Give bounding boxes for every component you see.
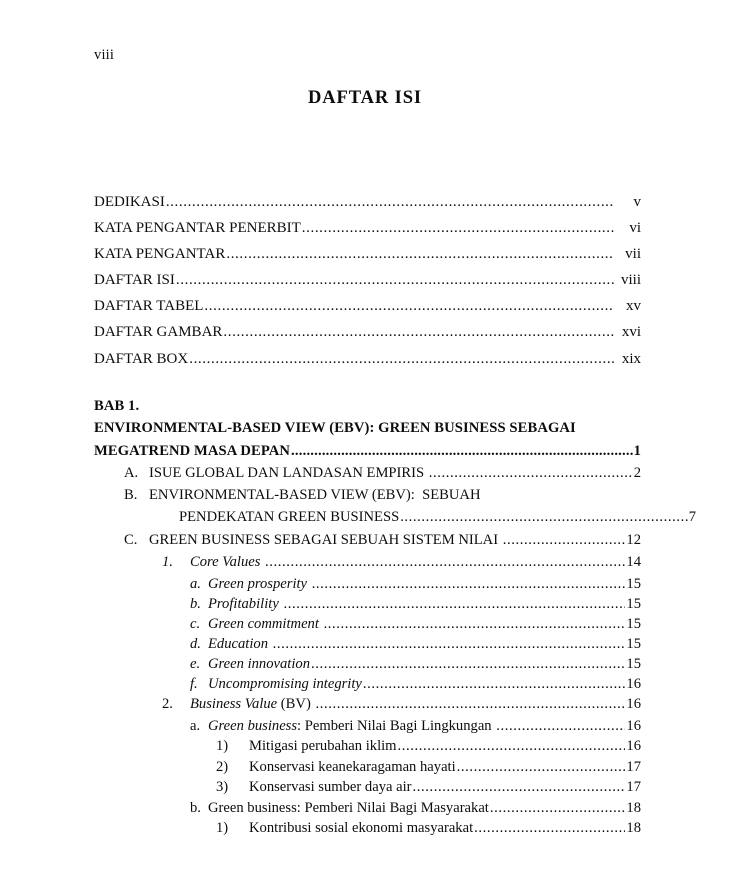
item-page: 16 xyxy=(626,676,641,693)
toc-entry-label: DAFTAR TABEL xyxy=(94,298,204,315)
toc-entry-page: vi xyxy=(629,220,641,237)
chapter-toc-block xyxy=(94,398,696,840)
toc-entry-page: xvi xyxy=(621,324,641,341)
chapter-title-line-2-row xyxy=(94,443,641,465)
item-label: Green commitment xyxy=(208,616,323,633)
toc-entry-page: viii xyxy=(620,272,641,289)
core-values-item-green-commitment[interactable] xyxy=(190,616,641,636)
core-values-item-education[interactable] xyxy=(190,636,641,656)
leader-dots xyxy=(457,759,626,776)
leader-dots xyxy=(273,636,626,653)
item-marker: a. xyxy=(190,575,201,592)
item-label-roman: : Pemberi Nilai Bagi Lingkungan xyxy=(297,718,496,735)
toc-entry-page: xix xyxy=(621,350,641,367)
item-page: 18 xyxy=(626,799,641,816)
leader-dots xyxy=(413,779,626,796)
section-label: GREEN BUSINESS SEBAGAI SEBUAH SISTEM NILAI xyxy=(149,531,502,548)
toc-entry-daftar-isi[interactable] xyxy=(94,272,641,298)
subsection-item-business-value[interactable] xyxy=(162,696,641,718)
leader-dots xyxy=(302,220,614,237)
section-marker: A. xyxy=(124,464,139,481)
chapter-heading[interactable] xyxy=(94,398,641,465)
section-item-c[interactable] xyxy=(124,532,641,554)
leader-dots xyxy=(312,576,626,593)
subsection-core-values xyxy=(94,554,641,576)
section-marker: C. xyxy=(124,531,138,548)
leader-dots xyxy=(400,509,688,526)
section-page: 12 xyxy=(626,531,641,548)
item-label: Green prosperity xyxy=(208,575,311,592)
item-marker: d. xyxy=(190,636,201,653)
page-title: DAFTAR ISI xyxy=(307,88,423,108)
item-label-italic: Green business xyxy=(208,718,298,735)
core-values-item-green-innovation[interactable] xyxy=(190,656,641,676)
sub-item-kontribusi-sosial-ekonomi-masyarakat[interactable] xyxy=(216,820,641,840)
item-label: Education xyxy=(208,636,272,653)
leader-dots xyxy=(291,443,633,460)
chapter-page: 1 xyxy=(633,442,641,459)
item-marker: f. xyxy=(190,676,198,693)
leader-dots xyxy=(283,596,625,613)
item-label: Green innovation xyxy=(208,656,310,673)
leader-dots xyxy=(176,272,614,289)
section-level-a-list xyxy=(94,464,696,554)
leader-dots xyxy=(398,738,626,755)
leader-dots xyxy=(204,298,614,315)
sub-item-marker: 3) xyxy=(216,779,229,796)
core-values-item-uncompromising-integrity[interactable] xyxy=(190,676,641,696)
section-item-b-line-2 xyxy=(124,509,696,531)
section-page: 2 xyxy=(633,464,641,481)
toc-entry-page: vii xyxy=(625,246,641,263)
toc-entry-label: DAFTAR ISI xyxy=(94,272,175,289)
toc-entry-dedikasi[interactable] xyxy=(94,194,641,220)
leader-dots xyxy=(166,194,614,211)
page-folio-number: viii xyxy=(94,47,115,63)
section-marker: B. xyxy=(124,487,138,504)
leader-dots xyxy=(265,554,625,571)
sub-item-page: 17 xyxy=(626,779,641,796)
section-label-line-2: PENDEKATAN GREEN BUSINESS xyxy=(179,509,400,526)
subsection-label-italic: Business Value xyxy=(190,696,278,713)
front-matter-list xyxy=(94,194,641,377)
subsection-item-core-values[interactable] xyxy=(162,554,641,576)
leader-dots xyxy=(363,676,626,693)
chapter-title-line-1: ENVIRONMENTAL-BASED VIEW (EBV): GREEN BUSINESS SEBAGAI xyxy=(94,420,576,437)
item-marker: b. xyxy=(190,595,201,612)
leader-dots xyxy=(315,696,625,713)
section-page: 7 xyxy=(688,509,696,526)
chapter-number: BAB 1. xyxy=(94,398,140,414)
sub-item-page: 17 xyxy=(626,758,641,775)
sub-item-label: Konservasi sumber daya air xyxy=(249,779,412,796)
leader-dots xyxy=(496,718,625,735)
item-page: 15 xyxy=(626,636,641,653)
item-marker: a. xyxy=(190,718,201,735)
toc-entry-kata-pengantar[interactable] xyxy=(94,246,641,272)
leader-dots xyxy=(223,324,614,341)
subsection-label: Core Values xyxy=(190,554,265,571)
item-page: 15 xyxy=(626,656,641,673)
item-page: 15 xyxy=(626,575,641,592)
subsection-label-roman: (BV) xyxy=(277,696,315,713)
core-values-item-list xyxy=(94,576,641,697)
toc-entry-daftar-box[interactable] xyxy=(94,351,641,377)
sub-item-marker: 1) xyxy=(216,738,229,755)
chapter-title-line-2: MEGATREND MASA DEPAN xyxy=(94,442,291,459)
toc-entry-page: xv xyxy=(626,298,641,315)
item-label: Uncompromising integrity xyxy=(208,676,362,693)
section-item-b[interactable] xyxy=(124,487,696,532)
toc-entry-label: DAFTAR GAMBAR xyxy=(94,324,223,341)
subsection-marker: 1. xyxy=(162,554,173,571)
subsection-page: 16 xyxy=(626,696,641,713)
sub-item-mitigasi-perubahan-iklim[interactable] xyxy=(216,738,641,758)
item-label: Green business: Pemberi Nilai Bagi Masyarakat xyxy=(208,799,489,816)
section-item-a[interactable] xyxy=(124,465,641,487)
business-value-sub-a xyxy=(94,718,641,738)
subsection-page: 14 xyxy=(626,554,641,571)
section-label: ISUE GLOBAL DAN LANDASAN EMPIRIS xyxy=(149,464,428,481)
leader-dots xyxy=(324,616,626,633)
subsection-business-value xyxy=(94,696,641,718)
toc-entry-label: KATA PENGANTAR PENERBIT xyxy=(94,220,301,237)
business-value-item-masyarakat[interactable] xyxy=(190,800,641,820)
toc-entry-label: DAFTAR BOX xyxy=(94,350,189,367)
item-page: 15 xyxy=(626,595,641,612)
core-values-item-profitability[interactable] xyxy=(190,596,641,616)
subsection-marker: 2. xyxy=(162,696,173,713)
toc-entry-label: KATA PENGANTAR xyxy=(94,246,226,263)
leader-dots xyxy=(429,465,633,482)
toc-entry-label: DEDIKASI xyxy=(94,194,165,210)
toc-entry-daftar-tabel[interactable] xyxy=(94,298,641,324)
leader-dots xyxy=(474,820,625,837)
section-label-line-1: ENVIRONMENTAL-BASED VIEW (EBV): SEBUAH xyxy=(149,487,481,504)
sub-item-konservasi-keanekaragaman-hayati[interactable] xyxy=(216,759,641,779)
sub-item-page: 16 xyxy=(626,738,641,755)
section-item-b-line-1 xyxy=(124,487,641,509)
sub-item-label: Konservasi keanekaragaman hayati xyxy=(249,758,456,775)
sub-item-konservasi-sumber-daya-air[interactable] xyxy=(216,779,641,799)
leader-dots xyxy=(503,532,626,549)
item-label: Profitability xyxy=(208,595,283,612)
leader-dots xyxy=(189,351,614,368)
sub-item-marker: 2) xyxy=(216,758,229,775)
item-marker: e. xyxy=(190,656,201,673)
item-marker: c. xyxy=(190,616,201,633)
leader-dots xyxy=(226,246,614,263)
business-value-sub-a-item-list xyxy=(94,738,641,799)
leader-dots xyxy=(311,656,625,673)
sub-item-label: Kontribusi sosial ekonomi masyarakat xyxy=(249,819,474,836)
leader-dots xyxy=(490,800,626,817)
business-value-sub-b-item-list xyxy=(94,820,641,840)
business-value-item-lingkungan[interactable] xyxy=(190,718,641,738)
sub-item-label: Mitigasi perubahan iklim xyxy=(249,738,397,755)
core-values-item-green-prosperity[interactable] xyxy=(190,576,641,596)
toc-entry-page: v xyxy=(633,194,641,210)
toc-entry-kata-pengantar-penerbit[interactable] xyxy=(94,220,641,246)
business-value-sub-b xyxy=(94,800,641,820)
toc-entry-daftar-gambar[interactable] xyxy=(94,324,641,350)
sub-item-page: 18 xyxy=(626,819,641,836)
item-page: 15 xyxy=(626,616,641,633)
sub-item-marker: 1) xyxy=(216,819,229,836)
item-marker: b. xyxy=(190,799,201,816)
item-page: 16 xyxy=(626,718,641,735)
